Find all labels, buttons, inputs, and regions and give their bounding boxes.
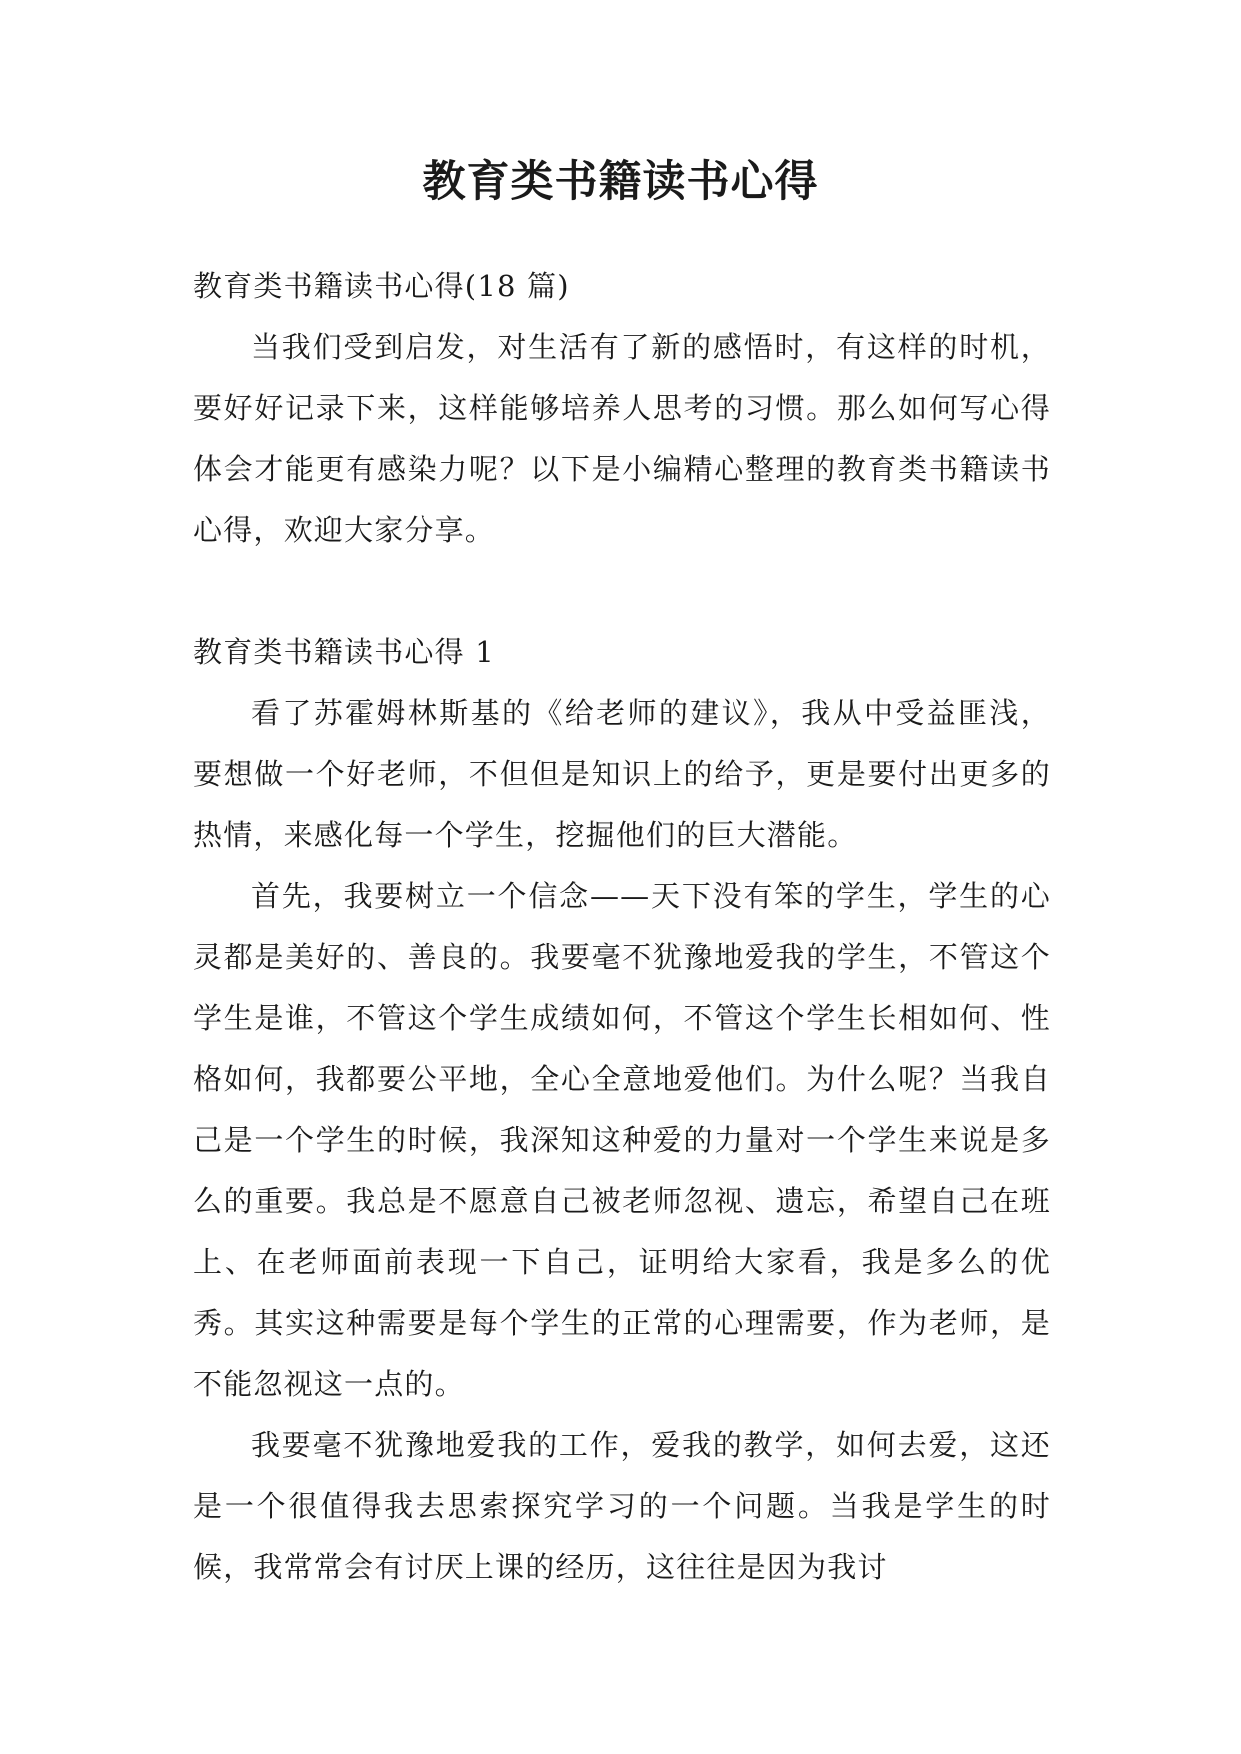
section-spacer	[193, 561, 1051, 622]
body-paragraph: 首先，我要树立一个信念——天下没有笨的学生，学生的心灵都是美好的、善良的。我要毫不犹豫地爱我的学生，不管这个学生是谁，不管这个学生成绩如何，不管这个学生长相如何、性格如何，我都要公平地，全心全意地爱他们。为什么呢？当我自己是一个学生的时候，我深知这种爱的力量对一个学生来说是多么的重要。我总是不愿意自己被老师忽视、遗忘，希望自己在班上、在老师面前表现一下自己，证明给大家看，我是多么的优秀。其实这种需要是每个学生的正常的心理需要，作为老师，是不能忽视这一点的。	[193, 879, 1051, 1401]
document-title: 教育类书籍读书心得	[422, 157, 819, 207]
section-heading: 教育类书籍读书心得 1	[193, 635, 495, 669]
body-paragraph: 看了苏霍姆林斯基的《给老师的建议》，我从中受益匪浅，要想做一个好老师，不但但是知识上的给予，更是要付出更多的热情，来感化每一个学生，挖掘他们的巨大潜能。	[193, 696, 1051, 852]
intro-paragraph: 当我们受到启发，对生活有了新的感悟时，有这样的时机，要好好记录下来，这样能够培养人思考的习惯。那么如何写心得体会才能更有感染力呢？以下是小编精心整理的教育类书籍读书心得，欢迎大家分享。	[193, 330, 1051, 547]
body-paragraph: 我要毫不犹豫地爱我的工作，爱我的教学，如何去爱，这还是一个很值得我去思索探究学习的一个问题。当我是学生的时候，我常常会有讨厌上课的经历，这往往是因为我讨	[193, 1428, 1051, 1584]
document-body	[193, 256, 1051, 1598]
document-subtitle: 教育类书籍读书心得(18 篇)	[193, 269, 570, 303]
